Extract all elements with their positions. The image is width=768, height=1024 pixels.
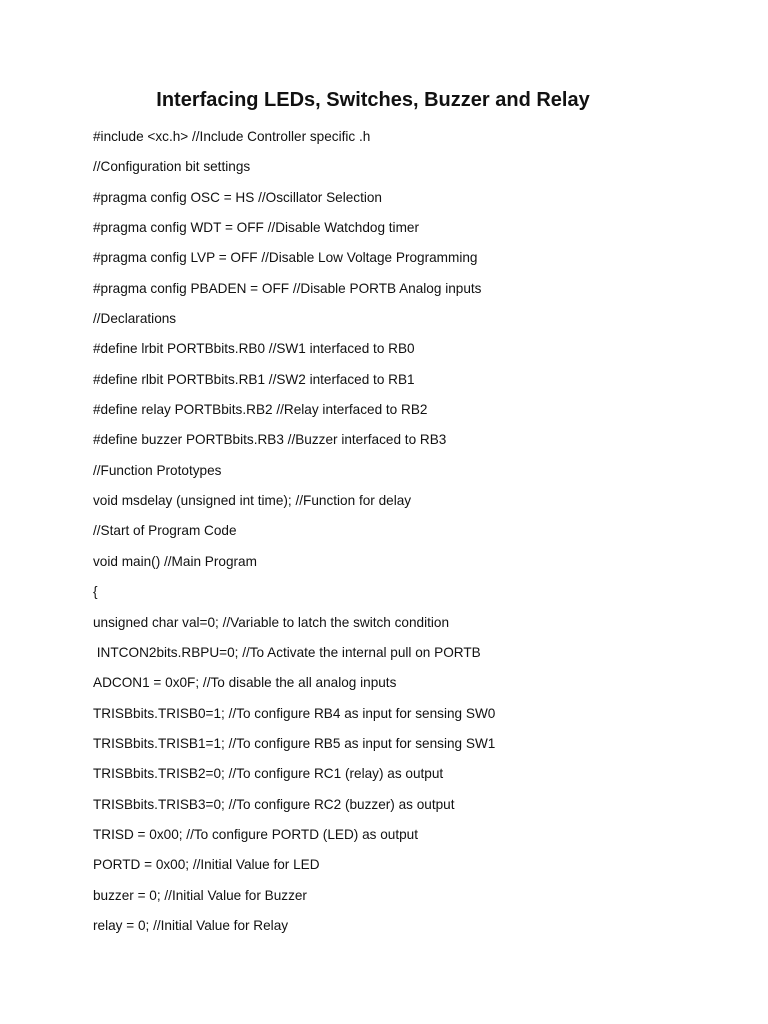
code-line: TRISBbits.TRISB2=0; //To configure RC1 (relay) as output xyxy=(93,766,444,782)
code-line: void msdelay (unsigned int time); //Function for delay xyxy=(93,493,412,509)
code-line: TRISBbits.TRISB1=1; //To configure RB5 as input for sensing SW1 xyxy=(93,735,496,751)
code-line: relay = 0; //Initial Value for Relay xyxy=(93,917,289,933)
document-title: Interfacing LEDs, Switches, Buzzer and Relay xyxy=(156,89,590,111)
code-line: #define buzzer PORTBbits.RB3 //Buzzer interfaced to RB3 xyxy=(93,432,447,448)
code-line: INTCON2bits.RBPU=0; //To Activate the internal pull on PORTB xyxy=(93,644,481,660)
code-line: #define rlbit PORTBbits.RB1 //SW2 interfaced to RB1 xyxy=(93,371,415,387)
code-line: { xyxy=(93,584,98,600)
code-line: TRISBbits.TRISB0=1; //To configure RB4 as input for sensing SW0 xyxy=(93,705,496,721)
code-line: //Start of Program Code xyxy=(93,523,237,539)
code-line: TRISD = 0x00; //To configure PORTD (LED) as output xyxy=(93,826,419,842)
code-line: //Function Prototypes xyxy=(93,462,222,478)
code-listing xyxy=(93,125,743,944)
code-line: #pragma config PBADEN = OFF //Disable PORTB Analog inputs xyxy=(93,280,482,296)
code-line: unsigned char val=0; //Variable to latch the switch condition xyxy=(93,614,450,630)
code-line: TRISBbits.TRISB3=0; //To configure RC2 (buzzer) as output xyxy=(93,796,455,812)
code-line: ADCON1 = 0x0F; //To disable the all analog inputs xyxy=(93,675,397,691)
code-line: #include <xc.h> //Include Controller specific .h xyxy=(93,129,371,144)
code-line: //Declarations xyxy=(93,311,177,327)
code-line: #define lrbit PORTBbits.RB0 //SW1 interfaced to RB0 xyxy=(93,341,415,357)
code-line: void main() //Main Program xyxy=(93,553,257,569)
code-line: #pragma config LVP = OFF //Disable Low Voltage Programming xyxy=(93,250,478,266)
code-line: PORTD = 0x00; //Initial Value for LED xyxy=(93,857,320,873)
code-line: //Configuration bit settings xyxy=(93,159,251,175)
code-line: buzzer = 0; //Initial Value for Buzzer xyxy=(93,887,307,903)
code-line: #pragma config OSC = HS //Oscillator Selection xyxy=(93,189,382,205)
code-line: #define relay PORTBbits.RB2 //Relay interfaced to RB2 xyxy=(93,402,428,418)
code-line: #pragma config WDT = OFF //Disable Watchdog timer xyxy=(93,220,419,236)
